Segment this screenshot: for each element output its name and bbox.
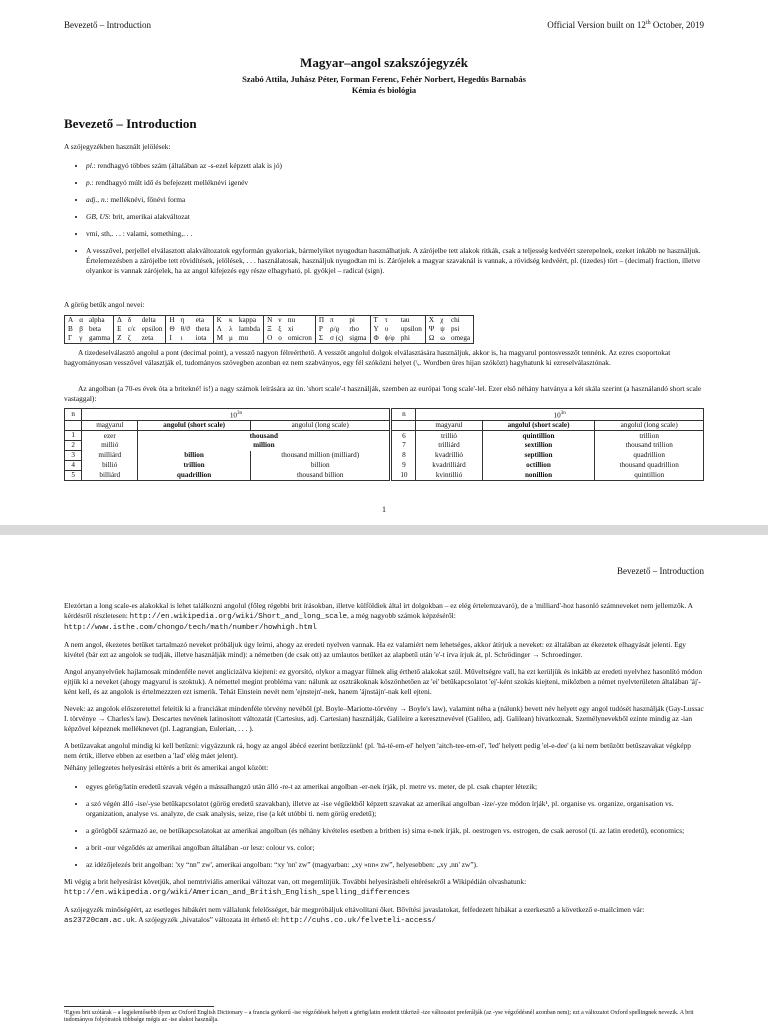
- table-cell: billió: [82, 461, 138, 471]
- notation-item: • vmi, sth,. . . : valami, something,. . .: [86, 229, 704, 239]
- col-n: n: [71, 410, 75, 419]
- paragraph: A szójegyzék minőségéért, az esetleges hibákért nem vállalunk felelősséget, bár megpróbáljuk eltávolítani őket. Bővítési javaslatokat, felfedezett hibákat a ezerkesztő a következő e-mailcímen vár: as23720cam.ac.uk. A szójegyzék „hivatalos” változata itt érhető el: http://cuhs.co.uk/felveteli-access/: [64, 905, 645, 925]
- greek-letter: Ψ: [425, 325, 437, 334]
- author-list: Szabó Attila, Juhász Péter, Forman Ferenc, Fehér Norbert, Hegedüs Barnabás: [242, 74, 526, 84]
- notation-item: • pl.: rendhagyó többes szám (általában az -s-ezel képzett alak is jó): [86, 161, 704, 171]
- greek-letter: σ (ς): [330, 334, 344, 342]
- scale-paragraph: Az angolban (a 70-es évek óta a britekné! is!) a nagy számok leírására az ún. 'short scale'-t használják, szemben az európai 'long scale'-lel. Ezer első néhány hatványa a két skála szerint (a használandó short scale vastaggal):: [64, 384, 702, 403]
- greek-letter: γ: [79, 334, 83, 342]
- table-cell: thousand: [138, 431, 391, 441]
- page-gap: [0, 525, 768, 535]
- greek-letter-name: omicron: [287, 334, 312, 342]
- link-spelling-differences[interactable]: http://en.wikipedia.org/wiki/American_and_British_English_spelling_differences: [64, 889, 410, 897]
- col-long-scale: angolul (long scale): [250, 421, 391, 431]
- greek-letter: β: [79, 325, 83, 333]
- greek-letter: μ: [229, 334, 233, 342]
- notation-intro: A szójegyzékben használt jelölések:: [64, 142, 171, 151]
- col-n: n: [391, 409, 416, 421]
- list-item: • az idézőjelezés brit angolban: 'xy “nn” zw', amerikai angolban: “xy 'nn' zw” (magyarban: „xy »nn« zw”, helyesebben: „xy ,nn' zw”).: [86, 860, 704, 870]
- greek-letter: π: [330, 316, 334, 324]
- table-cell: quintillion: [595, 471, 704, 481]
- table-cell: thousand billion: [250, 471, 391, 481]
- document-subtitle: Kémia és biológia: [351, 85, 417, 95]
- greek-letter: λ: [229, 325, 233, 333]
- paragraph: Nevek: az angolok előszeretettel feleítik ki a franciákat mindenféle törvény nevéből (pl. Boyle–Mariotte-törvény → Boyle's law), valamint néha a (nálunk) bevett név helyett egy angol tudósét használják (Gay-Lussac I. törvénye → Charles's law). Descartes nevének latinosított változatát (Cartesius, adj. Cartesian) használják, Galileire a keresztnevével (Galileo, adj. Galilean) hivatkoznak. Személynevekből ezinte mindig az -ian képzővel képeznek melléknevet (pl. Lagrangian, Eulerian, . . . ).: [64, 704, 704, 733]
- table-cell: nonillion: [482, 471, 595, 481]
- greek-letter: o: [278, 334, 282, 342]
- greek-letter: A: [68, 316, 74, 324]
- table-cell: thousand million (milliard): [250, 451, 391, 461]
- table-cell: millió: [82, 441, 138, 451]
- greek-letter: Ξ: [264, 325, 276, 334]
- greek-letter-name: pi: [349, 316, 355, 324]
- greek-letter-name: alpha: [88, 316, 105, 324]
- greek-letter-name: phi: [400, 334, 410, 342]
- greek-letter: P: [315, 325, 327, 334]
- paragraph: Angol anyanyelvűek hajlamosak mindenféle nevet anglicizálva kiejteni: ez gyorsító, olykor a magyar fülnek alig érthető alakokat szül. Műveltségre vall, ha ezt kerüljük és inkább az eredeti nyelvhez hasonlító módon ejtjük ki a neveket (ahogy magyarul is szoktuk). A némettel megint probléma van: nálunk az osztrákoknak köszönhetően az 'ei' betűkapcsolatot 'ej'-ként szokás kiejteni, miközben a német nyelvterületen általában 'áj'-ként kell, és az angolok is értelmezzzen ezt ismerik. Tehát Einstein nevét nem 'ejnstejn'-nek, hanem 'ájnstájn'-nak kell ejteni.: [64, 667, 703, 696]
- page-number: 1: [382, 505, 386, 514]
- table-cell: milliárd: [82, 451, 138, 461]
- notation-list: [64, 161, 704, 276]
- greek-letter: ψ: [440, 325, 445, 333]
- greek-letter-name: psi: [450, 325, 460, 333]
- greek-letter: κ: [229, 316, 233, 324]
- list-item: • a görögből származó ae, oe betűkapcsolatokat az amerikai angolban (és néhány kivételes esetben a britben is) sima e-nek írják, pl. oestrogen vs. estrogen, de csak aerosol (ti. az latin eredetű), economics;: [86, 826, 704, 836]
- greek-letter: ι: [180, 334, 183, 342]
- greek-letter: X: [425, 316, 437, 326]
- table-cell: septillion: [482, 451, 595, 461]
- greek-letter-name: gamma: [88, 334, 111, 342]
- greek-letter: O: [264, 334, 276, 344]
- greek-letter-name: xi: [287, 325, 294, 333]
- table-row: [65, 461, 704, 471]
- paragraph: Elezórtan a long scale-es alakokkal is lehet találkozni angolul (főleg régebbi brit írásokban, illetve külföldiek által írt dolgokban – ez elég értelemzavaró), de a 'milliard'-hoz hasonló számneveket nem jellemzők. A kérdésről részletesen: http://en.wikipedia.org/wiki/Short_and_long_scale, a még nagyobb számok képzéséről: http://www.isthe.com/chongo/tech/math/number/howhigh.html: [64, 601, 693, 632]
- table-cell: 2: [65, 441, 82, 451]
- col-power: $10^{3n}$: [82, 409, 391, 421]
- greek-row: [65, 325, 474, 334]
- table-row: [65, 471, 704, 481]
- table-cell: 6: [391, 431, 416, 441]
- table-cell: thousand quadrillion: [595, 461, 704, 471]
- document-title: Magyar–angol szakszójegyzék: [300, 55, 468, 70]
- greek-letter: υ: [384, 325, 389, 333]
- greek-letter-name: lambda: [238, 325, 261, 333]
- greek-letter: I: [166, 334, 178, 344]
- greek-letter-name: kappa: [238, 316, 257, 324]
- page-2-body: [64, 601, 704, 926]
- greek-alphabet-table: [64, 315, 474, 344]
- table-cell: 4: [65, 461, 82, 471]
- greek-section: [64, 300, 704, 344]
- table-cell: 1: [65, 431, 82, 441]
- greek-letter: ϕ/φ: [384, 334, 395, 342]
- table-cell: 7: [391, 441, 416, 451]
- table-row: [65, 441, 704, 451]
- footnote-rule: [64, 1006, 214, 1007]
- greek-letter: ε/ϵ: [127, 325, 136, 333]
- greek-letter: K: [213, 316, 226, 326]
- greek-letter-name: rho: [349, 325, 359, 333]
- greek-letter: T: [370, 316, 382, 326]
- greek-letter: Ω: [425, 334, 437, 344]
- greek-letter: ν: [278, 316, 282, 324]
- greek-letter-name: upsilon: [400, 325, 422, 333]
- greek-letter: Υ: [370, 325, 382, 334]
- greek-letter: Π: [315, 316, 327, 326]
- notation-item: • GB, US: brit, amerikai alakváltozat: [86, 212, 704, 222]
- greek-letter: E: [114, 325, 125, 334]
- notation-item: • A vesszővel, perjellel elválasztott alakváltozatok egyformán gyakoriak, bármelyiket nyugodtan használhatjuk. A zárójelbe tett alakok ritkák, csak a teljesség kedvéért szerepelnek, ezeket inkább ne használjuk. Értelemezésben a zárójelbe tett rövidítések, jelölések, . . . használatosak, használjuk nyugodtan mi is. Zárójelek a magyar szavaknál is vannak, a rövidség kedvéért, pl. (tizedes) tört – (decimal) fraction, illetve olyankor is vannak zárójelek, ha az angol kifejezés egy része elhagyható, pl. gyökjel – radical (sign).: [86, 246, 704, 276]
- greek-letter: N: [264, 316, 276, 326]
- table-cell: billion: [250, 461, 391, 471]
- table-cell: quadrillion: [138, 471, 251, 481]
- table-cell: billiárd: [82, 471, 138, 481]
- greek-letter: α: [79, 316, 83, 324]
- table-cell: 8: [391, 451, 416, 461]
- greek-letter: M: [213, 334, 226, 344]
- greek-letter-name: theta: [195, 325, 210, 333]
- table-cell: 10: [391, 471, 416, 481]
- table-cell: thousand trillion: [595, 441, 704, 451]
- list-item: • a szó végén álló -ise/-yse betűkapcsolatot (görög eredetű szavakban), illetve az -ise végűekből képzett szavakat az amerikai angolban -ize/-yze módon írják¹, pl. organise vs. organize, organisation vs. organization, analyse vs. analyze, de csak analysis, seize, rise (a két utóbbi ti. nem görög eredetű);: [86, 799, 704, 819]
- number-scale-table: [64, 408, 704, 481]
- greek-letter-name: mu: [238, 334, 249, 342]
- table-cell: sextillion: [482, 441, 595, 451]
- table-cell: quintillion: [482, 431, 595, 441]
- greek-letter-name: chi: [450, 316, 460, 324]
- greek-letter-name: iota: [195, 334, 207, 342]
- table-row: [65, 451, 704, 461]
- greek-letter: ω: [440, 334, 445, 342]
- greek-letter-name: beta: [88, 325, 101, 333]
- spelling-list: [64, 782, 704, 870]
- table-cell: quadrillion: [595, 451, 704, 461]
- running-header: Bevezető – Introduction: [617, 566, 704, 576]
- list-item: • a brit -our végződés az amerikai angolban általában -or lesz: colour vs. color;: [86, 843, 704, 853]
- greek-letter-name: tau: [400, 316, 410, 324]
- decimal-paragraph: A tizedeselválasztó angolul a pont (decimal point), a vessző nagyon félreérthető. A vesszőt angolul dolgok elválasztására használjuk, akkor is, ha magyarul pontosvesszőt tennénk. Az ezres csoportokat hagyományosan vesszővel választják el, tudományos szövegben azonban ez nem szabványos, egy fél szóközni helyet (\,. Wordben üres hijan szóközt) hagyhatunk ki ezreselválasztónak.: [64, 348, 671, 367]
- table-cell: 9: [391, 461, 416, 471]
- greek-letter: Z: [114, 334, 125, 344]
- running-header: [64, 20, 704, 30]
- paragraph: Néhány jellegzetes helyesírási eltérés a brit és amerikai angol között:: [64, 763, 269, 772]
- table-cell: million: [138, 441, 391, 451]
- greek-letter: H: [166, 316, 178, 326]
- col-short-scale: angolul (short scale): [482, 421, 595, 431]
- paragraph: Mi végig a brit helyesírást követjük, ahol nemtriviális amerikai változat van, ott megemlítjük. További helyesírásbeli eltérésekről a Wikipédián olvashatunk: http://en.wikipedia.org/wiki/American_and_British_English_spelling_differences: [64, 877, 527, 897]
- intro-text: [64, 142, 704, 283]
- header-right: Official Version built on 12th October, 2019: [547, 20, 704, 30]
- link-short-long-scale[interactable]: http://en.wikipedia.org/wiki/Short_and_long_scale: [129, 613, 347, 621]
- table-cell: billion: [138, 451, 251, 461]
- paragraph: A betűzavakat angolul mindig ki kell betűzni: vigyázzunk rá, hogy az angol ábécé ezerint betűzzünk! (pl. 'há-té-em-el' helyett 'aitch-tee-em-el', 'led' helyett pedig 'el-e-dee' (a ki nem betűzött betűszavakat végképp nem értik, illetve ebben az esetben a 'lad' elég máet jelent).: [64, 741, 691, 760]
- col-hungarian: magyarul: [416, 421, 482, 431]
- col-hungarian: magyarul: [82, 421, 138, 431]
- email-link[interactable]: as23720cam.ac.uk: [64, 917, 135, 925]
- greek-letter: Λ: [213, 325, 226, 334]
- greek-row: [65, 334, 474, 344]
- greek-letter-name: omega: [450, 334, 471, 342]
- link-howhigh[interactable]: http://www.isthe.com/chongo/tech/math/number/howhigh.html: [64, 624, 317, 632]
- greek-letter: τ: [384, 316, 388, 324]
- table-cell: kvadrilliárd: [416, 461, 482, 471]
- table-cell: 3: [65, 451, 82, 461]
- greek-letter: θ/ϑ: [180, 325, 190, 333]
- greek-letter: ρ/ϱ: [330, 325, 340, 333]
- scale-section: [64, 384, 704, 481]
- greek-letter-name: eta: [195, 316, 205, 324]
- col-power: $10^{3n}$: [416, 409, 704, 421]
- greek-letter: ζ: [127, 334, 131, 342]
- greek-letter: Θ: [166, 325, 178, 334]
- greek-letter: Γ: [68, 334, 73, 342]
- greek-letter-name: delta: [141, 316, 156, 324]
- greek-intro: A görög betűk angol nevei:: [64, 300, 145, 309]
- greek-letter: δ: [127, 316, 132, 324]
- greek-letter-name: nu: [287, 316, 296, 324]
- paragraph: A nem angol, ékezetes betűket tartalmazó neveket próbáljuk úgy leírni, ahogy az eredeti nyelven vannak. Ha ez valamiért nem lehetséges, akkor átírjuk a neveket: ez általában az ékezetek elhagyását jelenti. Egy kivétel (bár ezt az angolok se tudják, illetve használják mind): a németben (de csak ott) az umlautos betűket az alapbetű után 'e'-t írva írjuk át, pl. Schrödinger → Schroedinger.: [64, 640, 686, 659]
- table-cell: trillion: [595, 431, 704, 441]
- greek-letter: η: [180, 316, 185, 324]
- greek-letter: Φ: [370, 334, 382, 344]
- greek-letter-name: epsilon: [141, 325, 163, 333]
- greek-row: [65, 316, 474, 326]
- notation-item: • p.: rendhagyó múlt idő és befejezett melléknévi igenév: [86, 178, 704, 188]
- link-official-version[interactable]: http://cuhs.co.uk/felveteli-access/: [280, 917, 437, 925]
- authors: [0, 74, 768, 96]
- col-long-scale: angolul (long scale): [595, 421, 704, 431]
- greek-letter: ξ: [278, 325, 282, 333]
- list-item: • egyes görög/latin eredetű szavak végén a mássalhangzó után álló -re-t az amerikai angolban -er-nek írják, pl. metre vs. meter, de pl. csak chapter létezik;: [86, 782, 704, 792]
- table-cell: kvintillió: [416, 471, 482, 481]
- table-row: [65, 431, 704, 441]
- greek-letter: Δ: [114, 316, 125, 326]
- table-cell: kvadrillió: [416, 451, 482, 461]
- col-short-scale: angolul (short scale): [138, 421, 251, 431]
- table-cell: octillion: [482, 461, 595, 471]
- header-left: Bevezető – Introduction: [64, 20, 151, 30]
- table-cell: 5: [65, 471, 82, 481]
- table-cell: trilliárd: [416, 441, 482, 451]
- notation-item: • adj., n.: melléknévi, főnévi forma: [86, 195, 704, 205]
- table-cell: ezer: [82, 431, 138, 441]
- greek-letter: χ: [440, 316, 444, 324]
- table-cell: trillion: [138, 461, 251, 471]
- greek-letter: B: [68, 325, 73, 333]
- greek-letter-name: zeta: [141, 334, 154, 342]
- greek-letter-name: sigma: [349, 334, 367, 342]
- table-cell: trillió: [416, 431, 482, 441]
- greek-letter: Σ: [315, 334, 327, 344]
- section-title: Bevezető – Introduction: [64, 116, 197, 131]
- footnote: ¹Egyes brit szótárak – a legjelentősebb ilyen az Oxford English Dictionary – a francia gyökerű -ise végződések helyett a görög/latin eredetit tükröző -ize változatot preferálják (az -yse végződésnél azonban nem); ezt a változatot Oxford spellingnek nevezik. A brit tudományos folyóiratok többsége mégis az -ise alakot használja.: [64, 1010, 694, 1023]
